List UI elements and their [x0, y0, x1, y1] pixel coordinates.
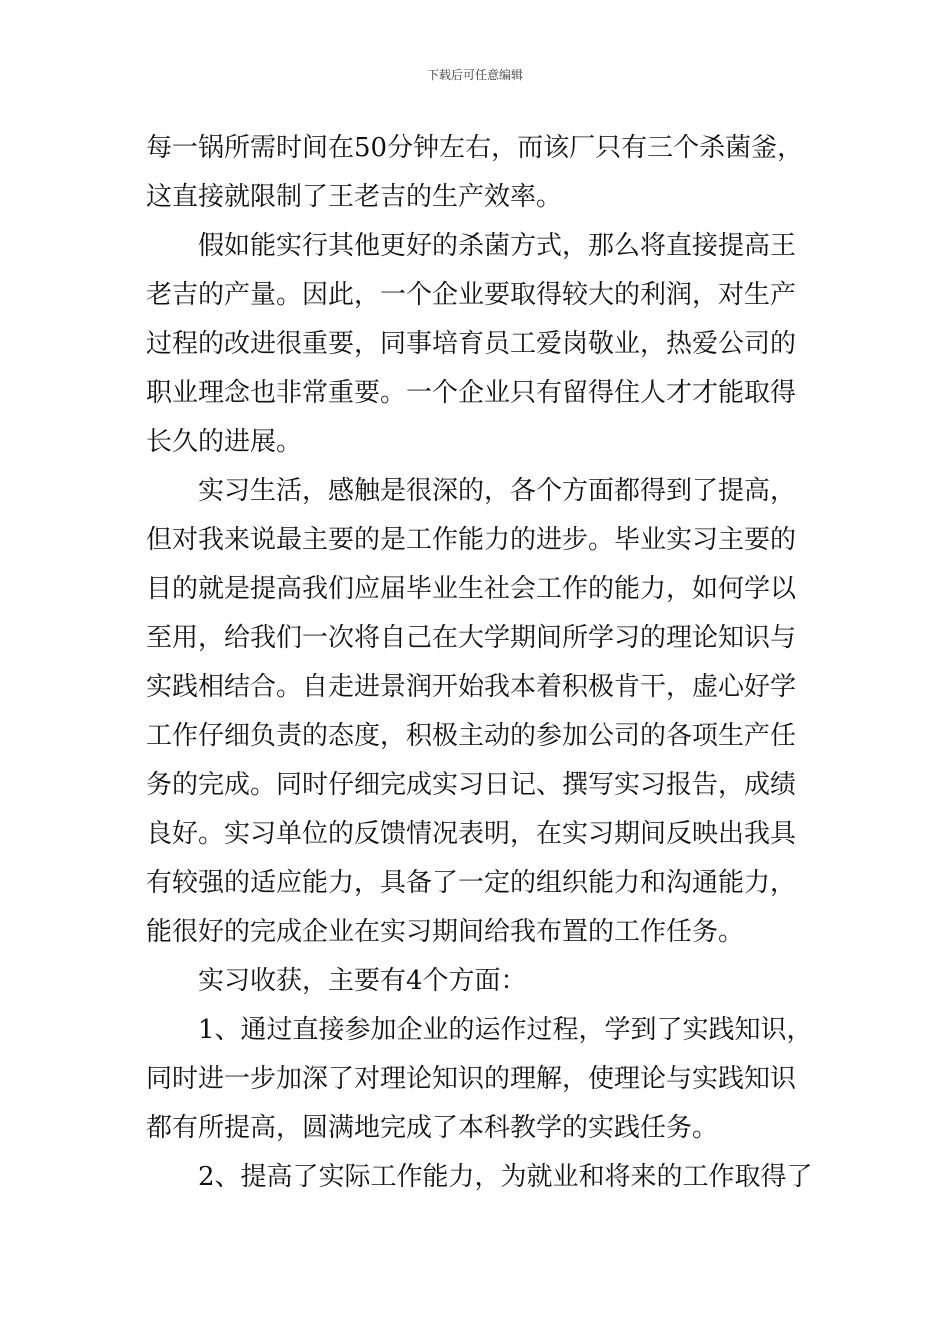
paragraph [146, 222, 812, 467]
paragraph [146, 467, 812, 957]
text-line: 假如能实行其他更好的杀菌方式，那么将直接提高王 [198, 231, 797, 261]
text-line: 务的完成。同时仔细完成实习日记、撰写实习报告，成绩 [146, 770, 797, 800]
text-line: 目的就是提高我们应届毕业生社会工作的能力，如何学以 [146, 574, 797, 604]
text-line: 有较强的适应能力，具备了一定的组织能力和沟通能力， [146, 868, 797, 898]
text-line: 每一锅所需时间在50分钟左右，而该厂只有三个杀菌釜， [146, 133, 804, 163]
text-line: 过程的改进很重要，同事培育员工爱岗敬业，热爱公司的 [146, 329, 797, 359]
text-line: 实践相结合。自走进景润开始我本着积极肯干，虚心好学 [146, 672, 797, 702]
text-line: 老吉的产量。因此，一个企业要取得较大的利润，对生产 [146, 280, 797, 310]
text-line: 良好。实习单位的反馈情况表明，在实习期间反映出我具 [146, 819, 797, 849]
text-line: 这直接就限制了王老吉的生产效率。 [146, 182, 563, 212]
text-line: 都有所提高，圆满地完成了本科教学的实践任务。 [146, 1113, 719, 1143]
page-header: 下载后可任意编辑 [426, 68, 523, 82]
document-body [146, 124, 812, 1202]
text-line: 实习生活，感触是很深的，各个方面都得到了提高， [198, 476, 797, 506]
text-line: 至用，给我们一次将自己在大学期间所学习的理论知识与 [146, 623, 797, 653]
text-line: 职业理念也非常重要。一个企业只有留得住人才才能取得 [146, 378, 797, 408]
paragraph [146, 957, 812, 1006]
text-line: 1、通过直接参加企业的运作过程，学到了实践知识， [198, 1015, 813, 1045]
paragraph [146, 1153, 812, 1202]
text-line: 2、提高了实际工作能力，为就业和将来的工作取得了 [198, 1162, 813, 1192]
text-line: 同时进一步加深了对理论知识的理解，使理论与实践知识 [146, 1064, 797, 1094]
paragraph [146, 1006, 812, 1153]
text-line: 但对我来说最主要的是工作能力的进步。毕业实习主要的 [146, 525, 797, 555]
text-line: 工作仔细负责的态度，积极主动的参加公司的各项生产任 [146, 721, 797, 751]
text-line: 能很好的完成企业在实习期间给我布置的工作任务。 [146, 917, 745, 947]
text-line: 实习收获，主要有4个方面： [198, 966, 527, 996]
paragraph [146, 124, 812, 222]
text-line: 长久的进展。 [146, 427, 303, 457]
